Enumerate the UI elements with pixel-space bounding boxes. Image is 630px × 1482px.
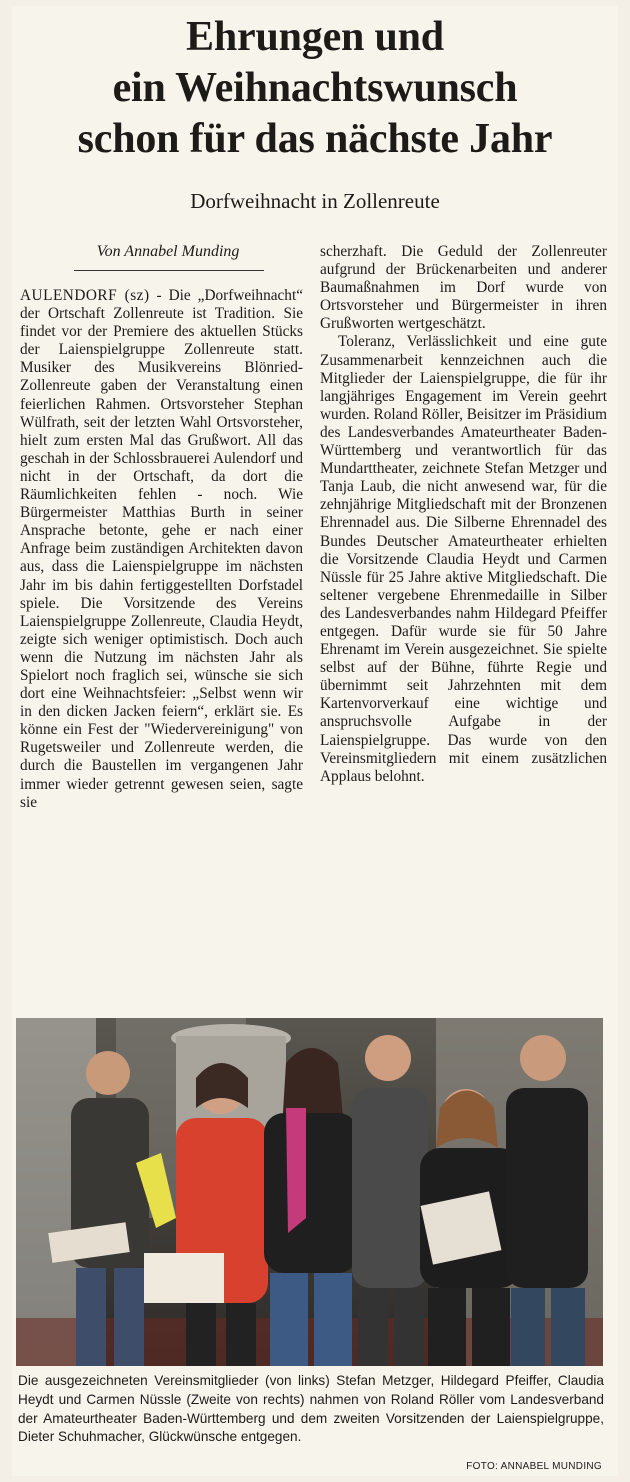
photo-caption: Die ausgezeichneten Vereinsmitglieder (von links) Stefan Metzger, Hildegard Pfeiffer, Claudia Heydt und Carmen Nüssle (Zweite von rechts) nahmen von Roland Röller vom Landesverband der Amateurtheater Baden-Württemberg und dem zweiten Vorsitzenden der Laienspielgruppe, Dieter Schuhmacher, Glückwünsche entgegen. [18,1373,604,1445]
paragraph-text: - Die „Dorfweihnacht“ der Ortschaft Zollenreute ist Tradition. Sie findet vor der Premiere des aktuellen Stücks der Laienspielgruppe Zollenreute statt. Musiker des Musikvereins Blönried-Zollenreute gaben der Veranstaltung einen feierlichen Rahmen. Ortsvorsteher Stephan Wülfrath, seit der letzten Wahl Ortsvorsteher, hielt zum ersten Mal das Grußwort. All das geschah in der Schlossbrauerei Aulendorf und nicht in der Ortschaft, da dort die Räumlichkeiten fehlen - noch. Wie Bürgermeister Matthias Burth in seiner Ansprache betonte, gehe er nach einer Anfrage beim zuständigen Architekten davon aus, dass die Laienspielgruppe im nächsten Jahr im bis dahin fertiggestellten Dorfstadel spiele. Die Vorsitzende des Vereins Laienspielgruppe Zollenreute, Claudia Heydt, zeigte sich weniger optimistisch. Doch auch wenn die Nutzung im nächsten Jahr als Spielort noch fraglich sei, wünsche sie sich dort eine Weihnachtsfeier: „Selbst wenn wir in den dicken Jacken feiern“, erklärt sie. Es könne ein Fest der "Wiedervereinigung" von Rugetsweiler und Zollenreute werden, die durch die Baustellen im vergangenen Jahr immer wieder getrennt gewesen seien, sagte sie [20,287,303,811]
left-column [20,287,303,812]
paragraph: scherzhaft. Die Geduld der Zollenreuter aufgrund der Brückenarbeiten und anderer Baumaßnahmen im Dorf wurde von Ortsvorsteher und Bürgermeister in ihren Grußworten wertgeschätzt. [320,243,607,333]
right-column [320,243,607,786]
headline-line-2: ein Weihnachtswunsch [112,65,518,111]
subheadline: Dorfweihnacht in Zollenreute [190,189,440,213]
headline-line-3: schon für das nächste Jahr [77,116,553,162]
group-photo [16,1018,603,1366]
byline: Von Annabel Munding [96,243,240,260]
group-photo-illustration [16,1018,603,1366]
headline [0,12,630,165]
headline-line-1: Ehrungen und [186,14,444,60]
paragraph [20,287,303,812]
byline-rule [74,270,264,271]
dateline: AULENDORF (sz) [20,287,150,304]
photo-credit: FOTO: ANNABEL MUNDING [466,1461,602,1472]
paragraph: Toleranz, Verlässlichkeit und eine gute Zusammenarbeit kennzeichnen auch die Mitglieder der Laienspielgruppe, die für ihr langjähriges Engagement im Verein geehrt wurden. Roland Röller, Beisitzer im Präsidium des Landesverbandes Amateurtheater Baden-Württemberg und verantwortlich für das Mundarttheater, zeichnete Stefan Metzger und Tanja Laub, die nicht anwesend war, für die zehnjährige Mitgliedschaft mit der Bronzenen Ehrennadel aus. Die Silberne Ehrennadel des Bundes Deutscher Amateurtheater erhielten die Vorsitzende Claudia Heydt und Carmen Nüssle für 25 Jahre aktive Mitgliedschaft. Die seltener vergebene Ehrenmedaille in Silber des Landesverbandes nahm Hildegard Pfeiffer entgegen. Dafür wurde sie für 50 Jahre Ehrenamt im Verein ausgezeichnet. Sie spielte selbst auf der Bühne, führte Regie und übernimmt seit Jahrzehnten mit dem Kartenvorverkauf eine wichtige und anspruchsvolle Aufgabe in der Laienspielgruppe. Das wurde von den Vereinsmitgliedern mit einem zusätzlichen Applaus belohnt. [320,333,608,785]
